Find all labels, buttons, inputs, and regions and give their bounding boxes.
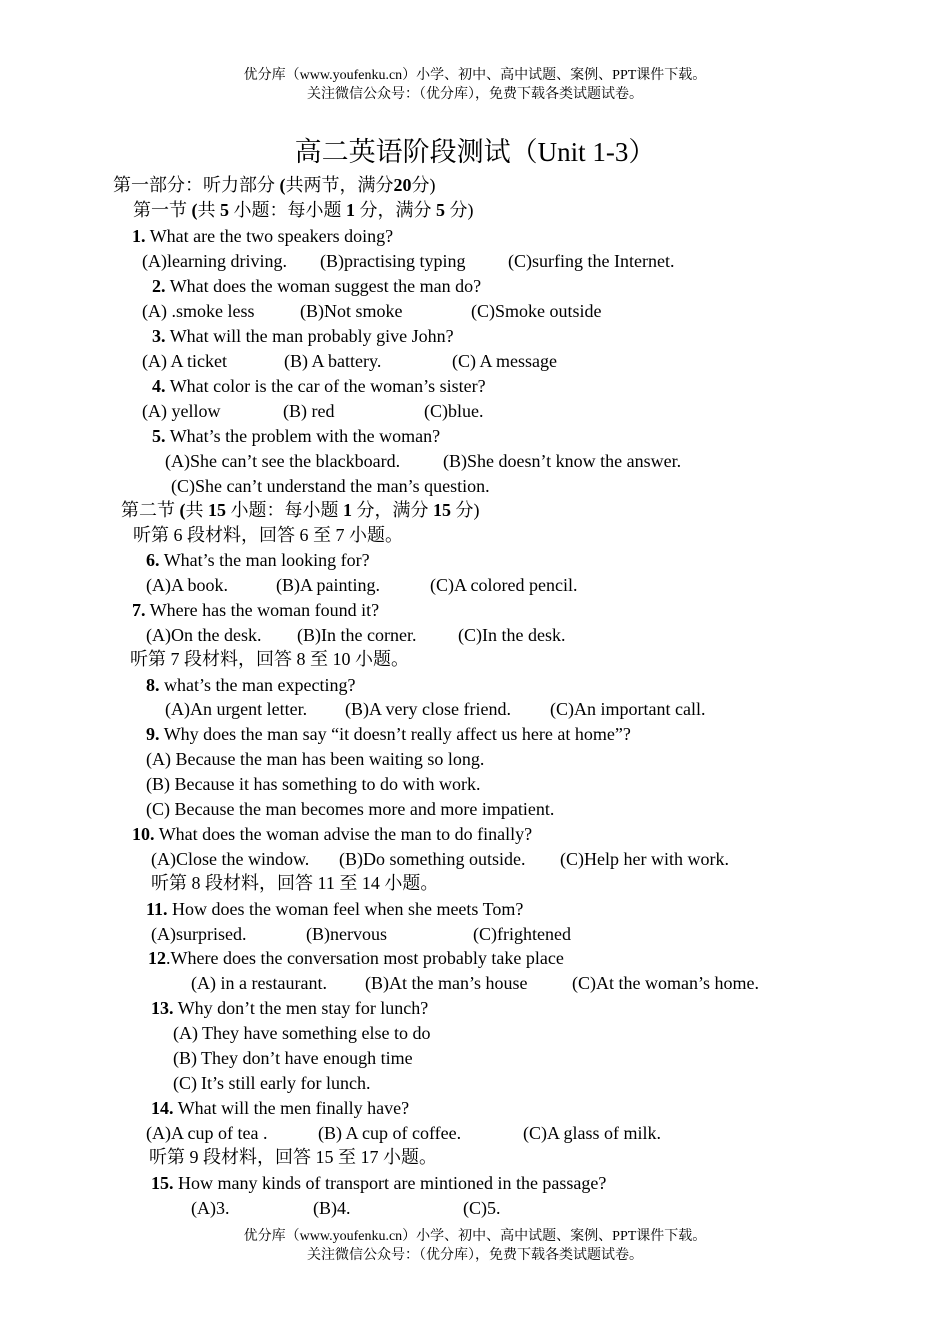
header-line-2: 关注微信公众号：（优分库），免费下载各类试题试卷。 xyxy=(307,87,643,102)
question-8: 8. what’s the man expecting? xyxy=(146,675,356,695)
option-a[interactable]: (A)She can’t see the blackboard. xyxy=(165,451,401,471)
header-line-1: 优分库（www.youfenku.cn）小学、初中、高中试题、案例、PPT课件下载。 xyxy=(243,68,707,83)
option-a[interactable]: (A) in a restaurant. xyxy=(191,973,327,993)
question-7: 7. Where has the woman found it? xyxy=(132,600,380,620)
question-10: 10. What does the woman advise the man to do finally? xyxy=(132,824,533,844)
page-title: 高二英语阶段测试（Unit 1-3） xyxy=(294,137,656,167)
listen-instruction-7: 听第 7 段材料，回答 8 至 10 小题。 xyxy=(130,649,409,669)
option-c[interactable]: (C)Smoke outside xyxy=(471,301,602,321)
question-12: 12.Where does the conversation most probably take place xyxy=(148,948,564,968)
option-a[interactable]: (A)Close the window. xyxy=(151,849,310,869)
option-a[interactable]: (A)surprised. xyxy=(151,924,247,944)
option-a[interactable]: (A) yellow xyxy=(142,401,221,421)
option-b[interactable]: (B)She doesn’t know the answer. xyxy=(443,451,682,471)
option-c[interactable]: (C) It’s still early for lunch. xyxy=(173,1073,371,1093)
option-c[interactable]: (C)surfing the Internet. xyxy=(508,251,675,271)
option-b[interactable]: (B)A very close friend. xyxy=(345,699,511,719)
part1-heading: 第一部分：听力部分 (共两节，满分20分) xyxy=(113,175,436,195)
option-c[interactable]: (C)frightened xyxy=(473,924,571,944)
question-3: 3. What will the man probably give John? xyxy=(152,326,454,346)
option-b[interactable]: (B)nervous xyxy=(306,924,387,944)
option-c[interactable]: (C)A glass of milk. xyxy=(523,1123,661,1143)
option-a[interactable]: (A)A cup of tea . xyxy=(146,1123,268,1143)
option-b[interactable]: (B)Do something outside. xyxy=(339,849,526,869)
option-c[interactable]: (C)She can’t understand the man’s question. xyxy=(171,476,490,496)
listen-instruction-8: 听第 8 段材料，回答 11 至 14 小题。 xyxy=(151,873,439,893)
section1-heading: 第一节 (共 5 小题：每小题 1 分，满分 5 分) xyxy=(133,200,474,220)
option-c[interactable]: (C)At the woman’s home. xyxy=(572,973,759,993)
option-b[interactable]: (B)In the corner. xyxy=(297,625,417,645)
option-a[interactable]: (A) They have something else to do xyxy=(173,1023,431,1043)
option-c[interactable]: (C)A colored pencil. xyxy=(430,575,578,595)
option-a[interactable]: (A) Because the man has been waiting so long. xyxy=(146,749,485,769)
option-b[interactable]: (B) Because it has something to do with work. xyxy=(146,774,481,794)
footer-line-2: 关注微信公众号：（优分库），免费下载各类试题试卷。 xyxy=(307,1248,643,1263)
option-c[interactable]: (C)5. xyxy=(463,1198,501,1218)
question-13: 13. Why don’t the men stay for lunch? xyxy=(151,998,429,1018)
option-b[interactable]: (B) They don’t have enough time xyxy=(173,1048,413,1068)
option-a[interactable]: (A)3. xyxy=(191,1198,230,1218)
option-c[interactable]: (C)blue. xyxy=(424,401,484,421)
option-a[interactable]: (A)On the desk. xyxy=(146,625,262,645)
question-9: 9. Why does the man say “it doesn’t really affect us here at home”? xyxy=(146,724,631,744)
option-c[interactable]: (C) A message xyxy=(452,351,557,371)
option-b[interactable]: (B)4. xyxy=(313,1198,351,1218)
question-4: 4. What color is the car of the woman’s sister? xyxy=(152,376,486,396)
option-a[interactable]: (A) .smoke less xyxy=(142,301,255,321)
option-c[interactable]: (C)An important call. xyxy=(550,699,706,719)
option-a[interactable]: (A)An urgent letter. xyxy=(165,699,308,719)
option-b[interactable]: (B) red xyxy=(283,401,335,421)
question-2: 2. What does the woman suggest the man do? xyxy=(152,276,482,296)
option-b[interactable]: (B)A painting. xyxy=(276,575,380,595)
question-11: 11. How does the woman feel when she meets Tom? xyxy=(146,899,524,919)
option-a[interactable]: (A)learning driving. xyxy=(142,251,287,271)
question-14: 14. What will the men finally have? xyxy=(151,1098,410,1118)
option-b[interactable]: (B)Not smoke xyxy=(300,301,403,321)
listen-instruction-9: 听第 9 段材料，回答 15 至 17 小题。 xyxy=(149,1147,437,1167)
option-c[interactable]: (C)Help her with work. xyxy=(560,849,729,869)
option-a[interactable]: (A)A book. xyxy=(146,575,228,595)
question-5: 5. What’s the problem with the woman? xyxy=(152,426,441,446)
listen-instruction-6: 听第 6 段材料，回答 6 至 7 小题。 xyxy=(133,525,403,545)
footer-line-1: 优分库（www.youfenku.cn）小学、初中、高中试题、案例、PPT课件下载。 xyxy=(243,1229,707,1244)
question-1: 1. What are the two speakers doing? xyxy=(132,226,394,246)
option-b[interactable]: (B)practising typing xyxy=(320,251,466,271)
question-15: 15. How many kinds of transport are mintioned in the passage? xyxy=(151,1173,607,1193)
option-c[interactable]: (C) Because the man becomes more and more impatient. xyxy=(146,799,555,819)
section2-heading: 第二节 (共 15 小题：每小题 1 分，满分 15 分) xyxy=(121,500,480,520)
question-6: 6. What’s the man looking for? xyxy=(146,550,370,570)
option-a[interactable]: (A) A ticket xyxy=(142,351,227,371)
option-c[interactable]: (C)In the desk. xyxy=(458,625,566,645)
option-b[interactable]: (B) A battery. xyxy=(284,351,382,371)
option-b[interactable]: (B)At the man’s house xyxy=(365,973,528,993)
option-b[interactable]: (B) A cup of coffee. xyxy=(318,1123,462,1143)
